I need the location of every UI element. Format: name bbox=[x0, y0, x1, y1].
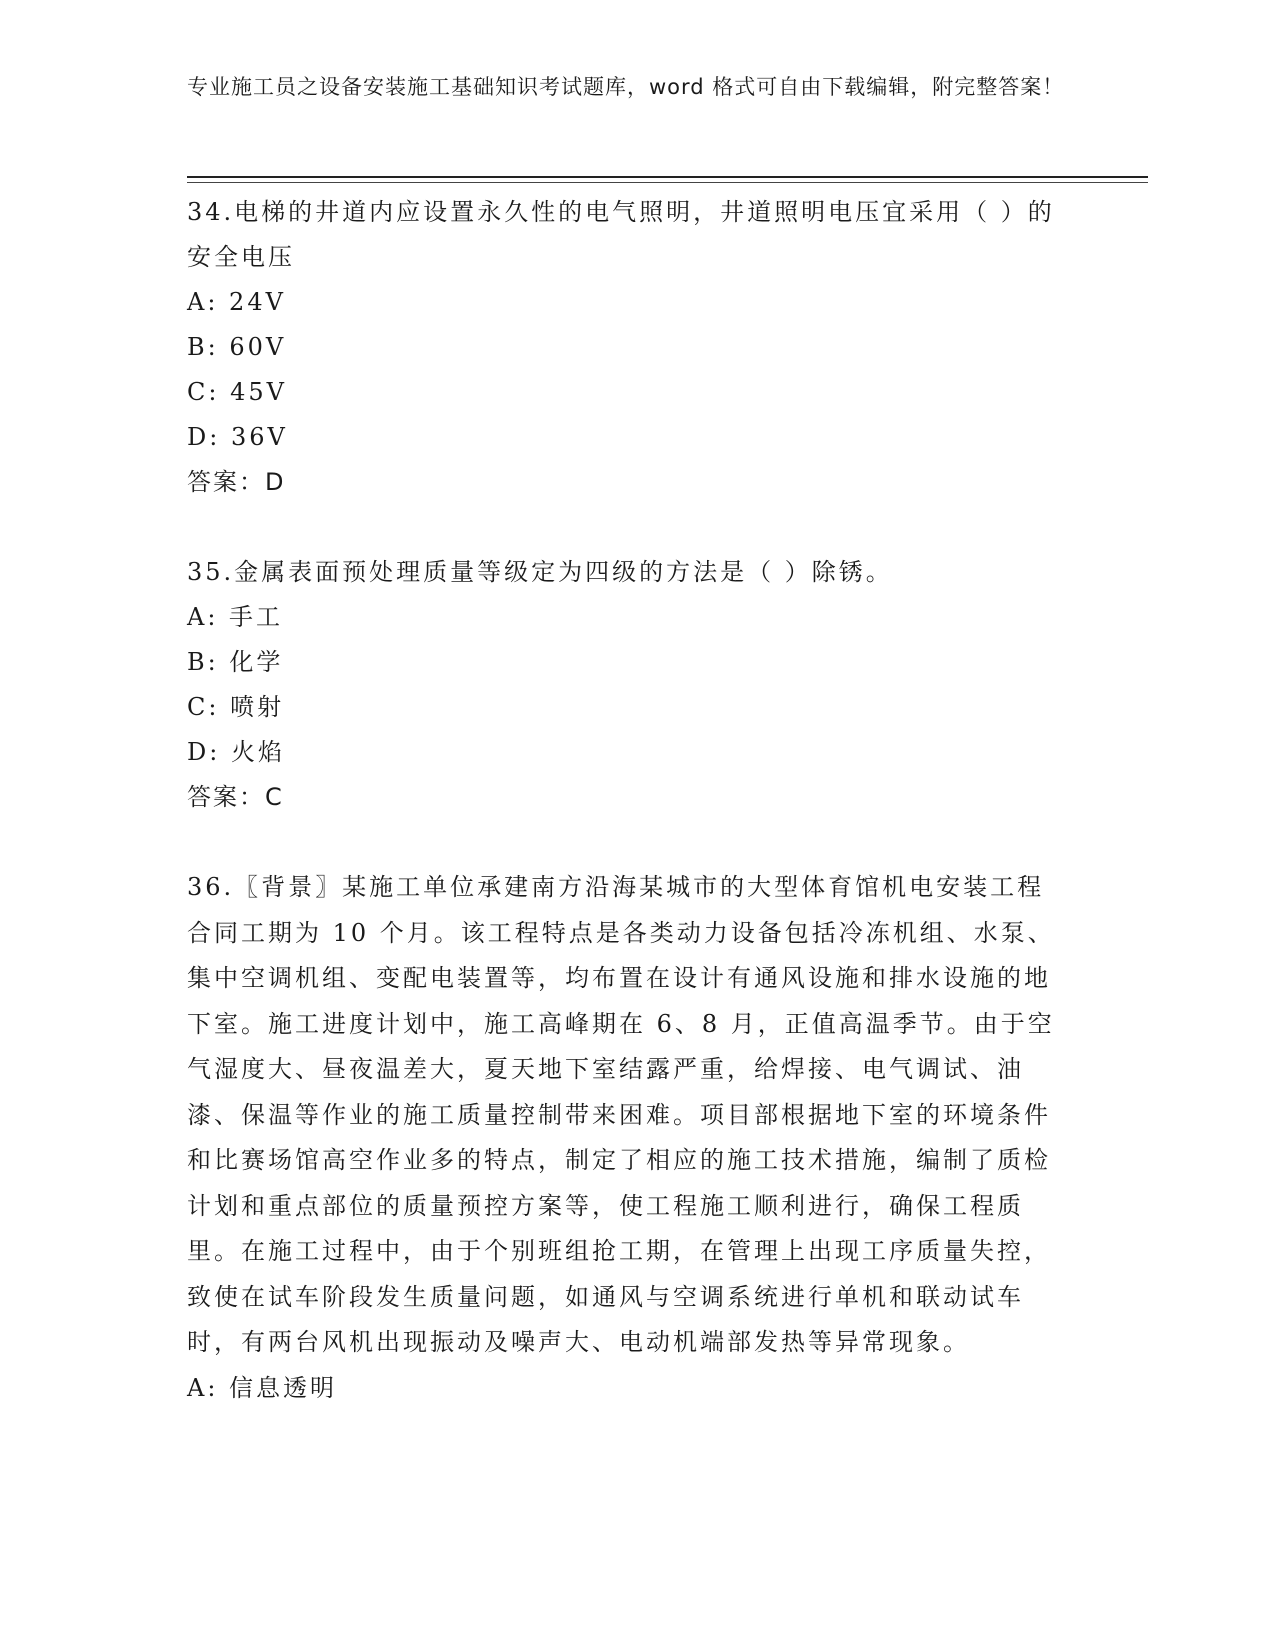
question-list bbox=[187, 190, 1067, 1411]
question-36 bbox=[187, 865, 1067, 1411]
question-stem: 34.电梯的井道内应设置永久性的电气照明，井道照明电压宜采用（ ）的安全电压 bbox=[187, 198, 1055, 271]
question-spacer bbox=[187, 505, 1067, 550]
option-d: D: 火焰 bbox=[187, 738, 285, 766]
question-stem: 35.金属表面预处理质量等级定为四级的方法是（ ）除锈。 bbox=[187, 558, 893, 586]
option-c: C: 喷射 bbox=[187, 693, 285, 721]
option-d: D: 36V bbox=[187, 423, 288, 451]
answer-line: 答案：C bbox=[187, 783, 284, 811]
question-35 bbox=[187, 550, 1067, 820]
option-b: B: 60V bbox=[187, 333, 287, 361]
option-b: B: 化学 bbox=[187, 648, 284, 676]
option-c: C: 45V bbox=[187, 378, 287, 406]
option-a: A: 24V bbox=[187, 288, 286, 316]
option-a: A: 信息透明 bbox=[187, 1373, 338, 1402]
option-a: A: 手工 bbox=[187, 603, 284, 631]
question-spacer bbox=[187, 820, 1067, 865]
answer-line: 答案：D bbox=[187, 468, 286, 496]
header-divider-thick bbox=[187, 176, 1148, 178]
header-divider-thin bbox=[187, 182, 1148, 183]
question-stem: 36.〖背景〗某施工单位承建南方沿海某城市的大型体育馆机电安装工程合同工期为 10 个月。该工程特点是各类动力设备包括冷冻机组、水泵、集中空调机组、变配电装置等，均布置在设计有通风设施和排水设施的地下室。施工进度计划中，施工高峰期在 6、8 月，正值高温季节。由于空气湿度大、昼夜温差大，夏天地下室结露严重，给焊接、电气调试、油漆、保温等作业的施工质量控制带来困难。项目部根据地下室的环境条件和比赛场馆高空作业多的特点，制定了相应的施工技术措施，编制了质检计划和重点部位的质量预控方案等，使工程施工顺利进行，确保工程质里。在施工过程中，由于个别班组抢工期，在管理上出现工序质量失控，致使在试车阶段发生质量问题，如通风与空调系统进行单机和联动试车时，有两台风机出现振动及噪声大、电动机端部发热等异常现象。 bbox=[187, 873, 1055, 1356]
document-header: 专业施工员之设备安装施工基础知识考试题库，word 格式可自由下载编辑，附完整答案！ bbox=[187, 75, 1065, 99]
question-34 bbox=[187, 190, 1067, 505]
